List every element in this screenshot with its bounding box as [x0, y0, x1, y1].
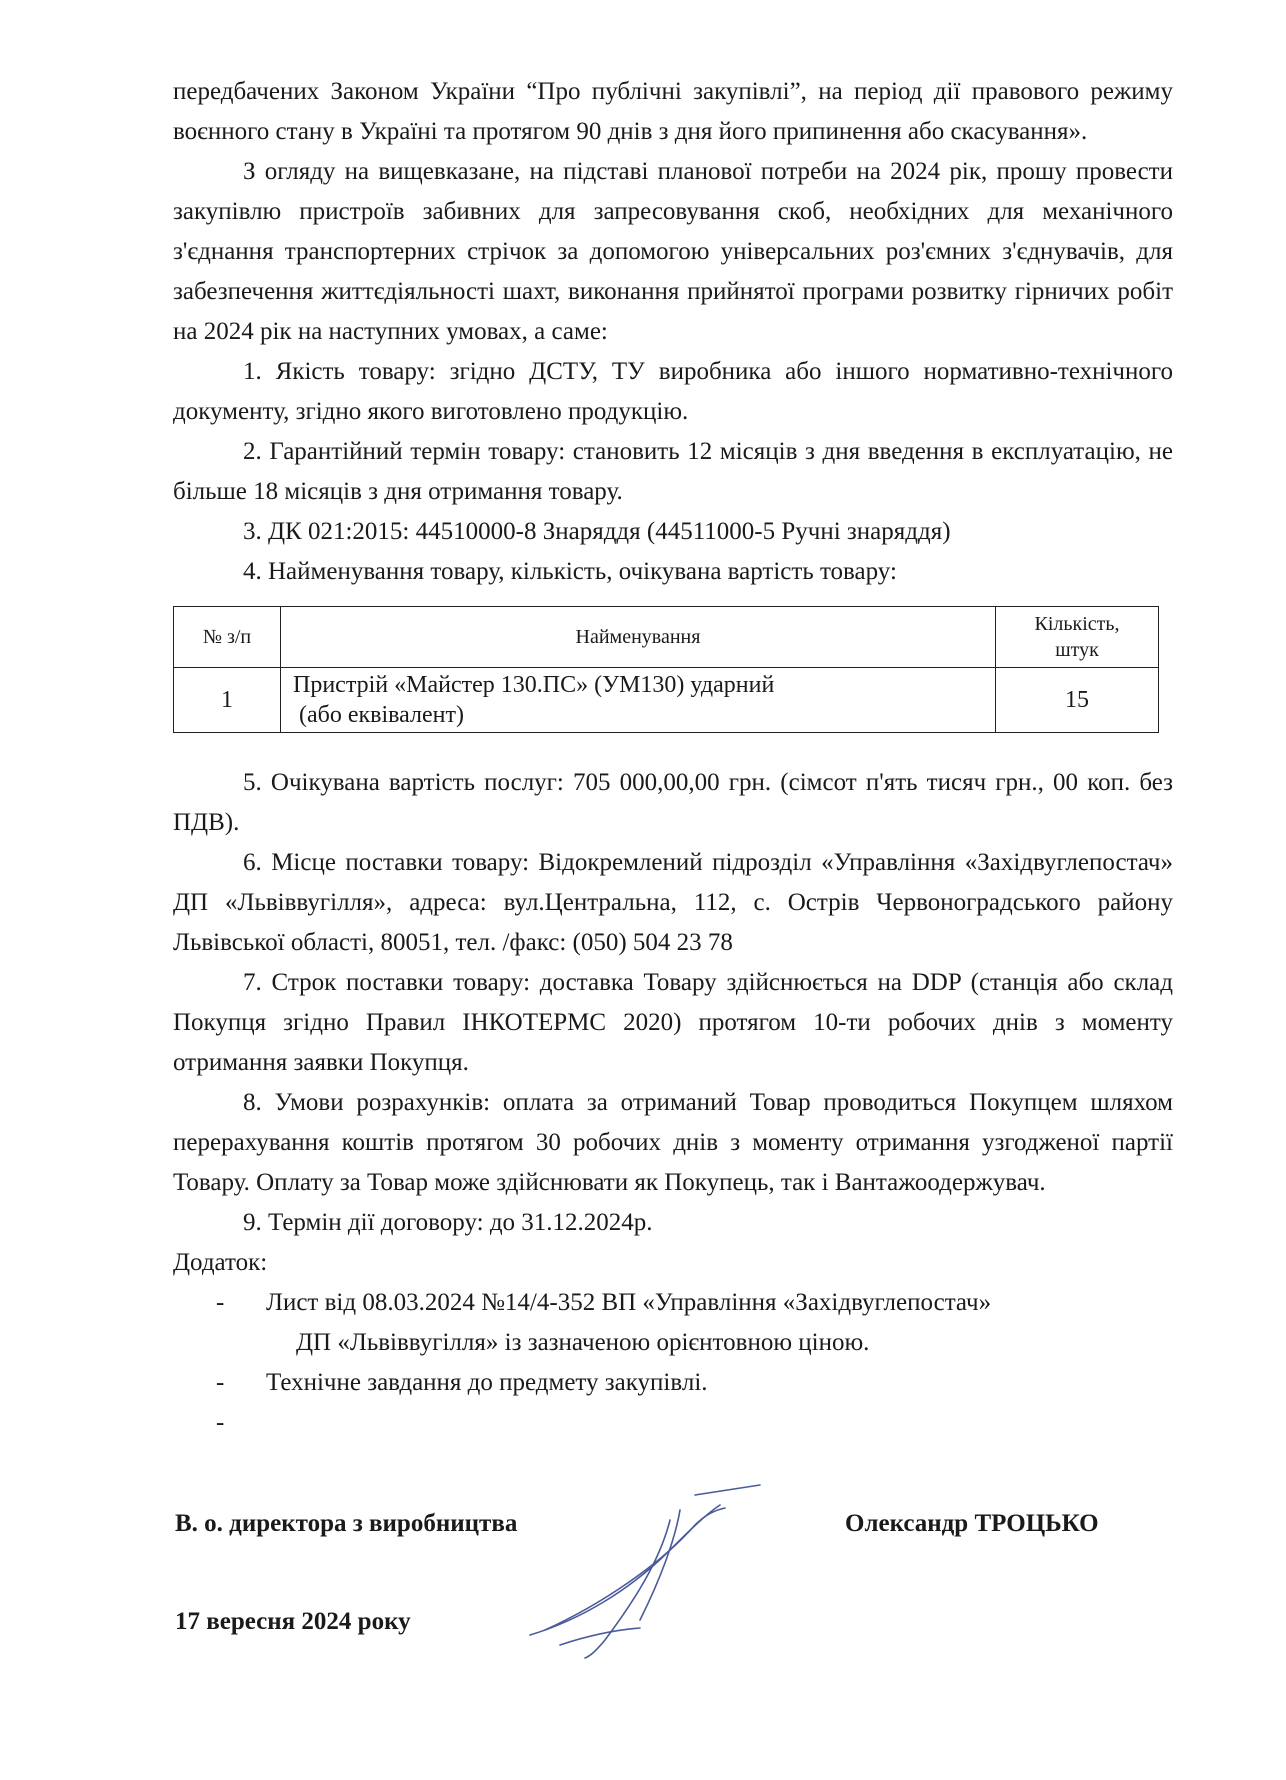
table-header-row — [174, 607, 1159, 668]
table-row — [174, 668, 1159, 733]
header-quantity-line1: Кількість, — [1034, 613, 1120, 635]
paragraph-continuation: передбачених Законом України “Про публічні закупівлі”, на період дії правового режиму воєнного стану в Україні та протягом 90 днів з дня його припинення або скасування». — [173, 78, 1173, 145]
annex-item — [173, 1283, 1173, 1363]
cell-number: 1 — [174, 668, 281, 733]
item-delivery-term: 7. Строк поставки товару: доставка Товару здійснюється на DDP (станція або склад Покупця згідно Правил ІНКОТЕРМС 2020) протягом 10-ти робочих днів з моменту отримання заявки Покупця. — [173, 969, 1173, 1076]
cell-name-line2: (або еквівалент) — [299, 702, 464, 728]
header-quantity — [996, 607, 1159, 668]
cell-quantity: 15 — [996, 668, 1159, 733]
annex-item-line2: ДП «Львіввугілля» із зазначеною орієнтовною ціною. — [296, 1329, 870, 1356]
annex-item-text — [266, 1283, 1173, 1363]
annex-dash: - — [216, 1369, 225, 1396]
annex-item-text: Технічне завдання до предмету закупівлі. — [266, 1369, 708, 1396]
document-body — [173, 72, 1173, 1443]
header-number: № з/п — [174, 607, 281, 668]
item-goods-intro: 4. Найменування товару, кількість, очікувана вартість товару: — [243, 558, 897, 585]
cell-name-line1: Пристрій «Майстер 130.ПС» (УМ130) ударний — [293, 672, 775, 698]
annex-dash: - — [216, 1289, 225, 1316]
annex-title: Додаток: — [173, 1249, 268, 1276]
cell-name — [281, 668, 996, 733]
paragraph-request: З огляду на вищевказане, на підставі планової потреби на 2024 рік, прошу провести закупівлю пристроїв забивних для запресовування скоб, необхідних для механічного з'єднання транспортерних стрічок за допомогою універсальних роз'ємних з'єднувачів, для забезпечення життєдіяльності шахт, виконання прийнятої програми розвитку гірничих робіт на 2024 рік на наступних умовах, а саме: — [173, 158, 1173, 345]
handwritten-signature — [520, 1480, 780, 1660]
header-quantity-line2: штук — [1055, 639, 1099, 661]
annex-item — [173, 1403, 1173, 1443]
document-date: 17 вересня 2024 року — [175, 1608, 411, 1635]
signer-name: Олександр ТРОЦЬКО — [845, 1510, 1099, 1537]
annex-item-line1: Лист від 08.03.2024 №14/4-352 ВП «Управління «Західвуглепостач» — [266, 1289, 992, 1316]
annex-item-text — [266, 1403, 1173, 1443]
signer-position: В. о. директора з виробництва — [175, 1510, 518, 1537]
goods-table — [173, 606, 1159, 733]
item-delivery-place: 6. Місце поставки товару: Відокремлений підрозділ «Управління «Західвуглепостач» ДП «Львіввугілля», адреса: вул.Центральна, 112, с. Острів Червоноградського району Львівської області, 80051, тел. /факс: (050) 504 23 78 — [173, 849, 1173, 956]
item-classifier: 3. ДК 021:2015: 44510000-8 Знаряддя (44511000-5 Ручні знаряддя) — [243, 518, 951, 545]
annex-dash: - — [216, 1409, 225, 1436]
item-warranty: 2. Гарантійний термін товару: становить 12 місяців з дня введення в експлуатацію, не більше 18 місяців з дня отримання товару. — [173, 438, 1173, 505]
annex-item — [173, 1363, 1173, 1403]
header-name: Найменування — [281, 607, 996, 668]
item-quality: 1. Якість товару: згідно ДСТУ, ТУ виробника або іншого нормативно-технічного документу, згідно якого виготовлено продукцію. — [173, 358, 1173, 425]
item-expected-cost: 5. Очікувана вартість послуг: 705 000,00,00 грн. (сімсот п'ять тисяч грн., 00 коп. без ПДВ). — [173, 769, 1173, 836]
item-payment-terms: 8. Умови розрахунків: оплата за отриманий Товар проводиться Покупцем шляхом перерахування коштів протягом 30 робочих днів з моменту отримання узгодженої партії Товару. Оплату за Товар може здійснювати як Покупець, так і Вантажоодержувач. — [173, 1089, 1173, 1196]
item-contract-term: 9. Термін дії договору: до 31.12.2024р. — [243, 1209, 653, 1236]
